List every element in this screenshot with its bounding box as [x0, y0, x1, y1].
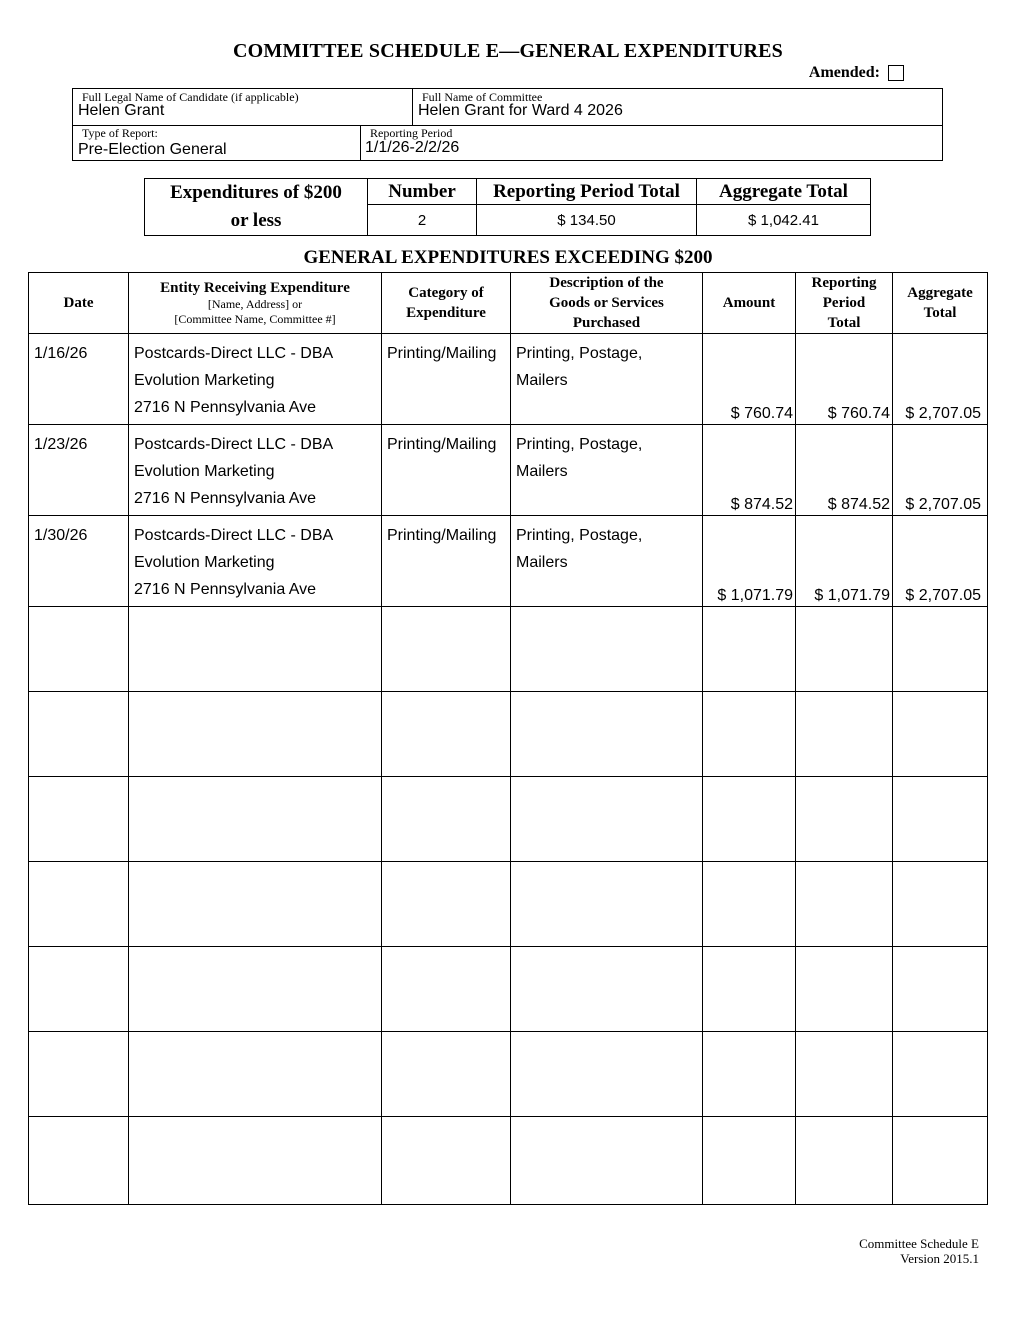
- row-amount[interactable]: $ 760.74: [703, 334, 796, 425]
- row-description[interactable]: Printing, Postage, Mailers: [511, 516, 703, 607]
- row-entity[interactable]: Postcards-Direct LLC - DBA Evolution Marketing 2716 N Pennsylvania Ave: [129, 516, 382, 607]
- table-row: [29, 334, 988, 425]
- row-entity[interactable]: Postcards-Direct LLC - DBA Evolution Marketing 2716 N Pennsylvania Ave: [129, 425, 382, 516]
- amount-header: Amount: [703, 273, 796, 334]
- committee-name-value: Helen Grant for Ward 4 2026: [418, 102, 623, 119]
- candidate-name-label: Full Legal Name of Candidate (if applicable): [82, 90, 299, 104]
- report-type-label: Type of Report:: [82, 126, 158, 140]
- amended-label: Amended:: [808, 64, 880, 81]
- amended-checkbox[interactable]: [888, 65, 904, 81]
- row-period-total[interactable]: $ 874.52: [796, 425, 893, 516]
- number-header: Number: [368, 179, 477, 205]
- empty-table-row[interactable]: [29, 607, 988, 692]
- row-category[interactable]: Printing/Mailing: [382, 334, 511, 425]
- row-date[interactable]: 1/16/26: [29, 334, 129, 425]
- form-version-footer: [859, 1236, 979, 1266]
- reporting-period-total-header: Reporting Period Total: [796, 273, 893, 334]
- candidate-name-value: Helen Grant: [78, 102, 165, 119]
- small-expenditures-aggregate-total[interactable]: $ 1,042.41: [697, 205, 871, 236]
- aggregate-total-column-header: Aggregate Total: [893, 273, 988, 334]
- small-expenditures-table: [144, 178, 871, 236]
- empty-table-row[interactable]: [29, 1032, 988, 1117]
- table-row: [29, 425, 988, 516]
- report-type-value: Pre-Election General: [78, 141, 227, 158]
- reporting-period-value: 1/1/26-2/2/26: [365, 139, 460, 156]
- period-total-header: Reporting Period Total: [477, 179, 697, 205]
- row-amount[interactable]: $ 874.52: [703, 425, 796, 516]
- general-expenditures-title: GENERAL EXPENDITURES EXCEEDING $200: [303, 247, 713, 268]
- reporting-period-field[interactable]: [361, 125, 942, 161]
- row-aggregate-total[interactable]: $ 2,707.05: [893, 425, 988, 516]
- table-row: [29, 516, 988, 607]
- empty-table-row[interactable]: [29, 1117, 988, 1205]
- row-category[interactable]: Printing/Mailing: [382, 425, 511, 516]
- committee-name-label: Full Name of Committee: [422, 90, 543, 104]
- footer-form-name: Committee Schedule E: [859, 1236, 979, 1251]
- candidate-name-field[interactable]: [73, 89, 413, 125]
- committee-name-field[interactable]: [413, 89, 942, 125]
- table-header-row: [29, 273, 988, 334]
- row-date[interactable]: 1/30/26: [29, 516, 129, 607]
- row-amount[interactable]: $ 1,071.79: [703, 516, 796, 607]
- empty-table-row[interactable]: [29, 947, 988, 1032]
- report-type-field[interactable]: [73, 125, 361, 161]
- footer-version: Version 2015.1: [900, 1251, 979, 1266]
- general-expenditures-table: [28, 272, 988, 1205]
- category-header: Category of Expenditure: [382, 273, 511, 334]
- row-entity[interactable]: Postcards-Direct LLC - DBA Evolution Marketing 2716 N Pennsylvania Ave: [129, 334, 382, 425]
- reporting-period-label: Reporting Period: [370, 126, 453, 140]
- aggregate-total-header: Aggregate Total: [697, 179, 871, 205]
- small-expenditures-number[interactable]: 2: [368, 205, 477, 236]
- empty-table-row[interactable]: [29, 862, 988, 947]
- row-category[interactable]: Printing/Mailing: [382, 516, 511, 607]
- small-expenditures-label-line2: or less: [230, 210, 282, 231]
- date-header: Date: [29, 273, 129, 334]
- form-title: COMMITTEE SCHEDULE E—GENERAL EXPENDITURES: [233, 40, 783, 62]
- small-expenditures-period-total[interactable]: $ 134.50: [477, 205, 697, 236]
- small-expenditures-label-line1: Expenditures of $200: [170, 182, 342, 203]
- report-info-box: [72, 88, 943, 161]
- small-expenditures-label: [145, 179, 368, 236]
- empty-table-row[interactable]: [29, 692, 988, 777]
- row-aggregate-total[interactable]: $ 2,707.05: [893, 516, 988, 607]
- empty-table-row[interactable]: [29, 777, 988, 862]
- amended-field: [809, 64, 904, 82]
- row-description[interactable]: Printing, Postage, Mailers: [511, 425, 703, 516]
- entity-header: Entity Receiving Expenditure [Name, Address] or [Committee Name, Committee #]: [129, 273, 382, 334]
- row-date[interactable]: 1/23/26: [29, 425, 129, 516]
- row-period-total[interactable]: $ 760.74: [796, 334, 893, 425]
- row-aggregate-total[interactable]: $ 2,707.05: [893, 334, 988, 425]
- description-header: Description of the Goods or Services Purchased: [511, 273, 703, 334]
- row-period-total[interactable]: $ 1,071.79: [796, 516, 893, 607]
- row-description[interactable]: Printing, Postage, Mailers: [511, 334, 703, 425]
